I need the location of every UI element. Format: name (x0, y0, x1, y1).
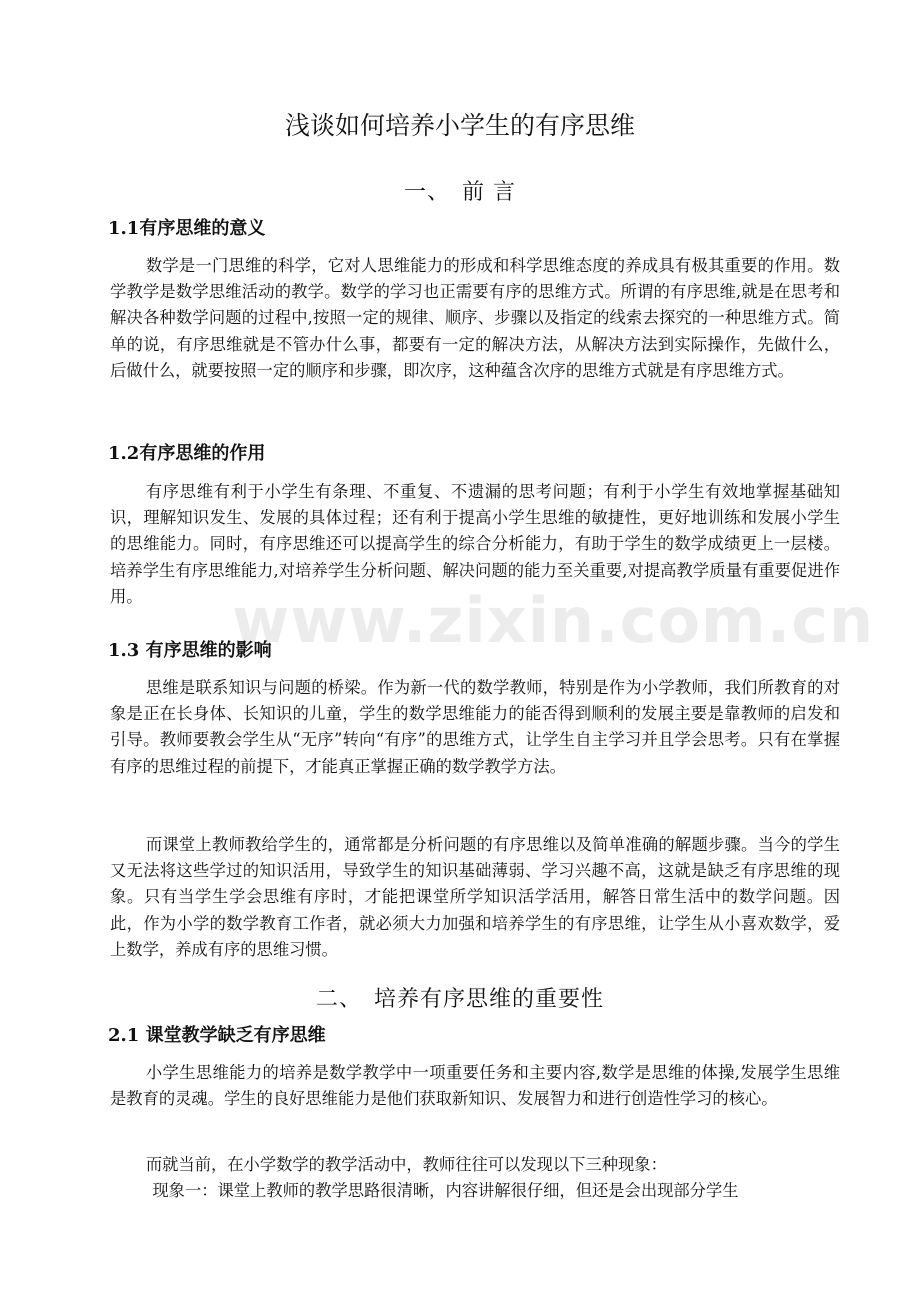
watermark: www.zixin.com.cn (232, 584, 875, 657)
document-title: 浅谈如何培养小学生的有序思维 (284, 111, 635, 140)
section-heading-1-2: 1.2有序思维的作用 (108, 443, 266, 464)
section-heading-1-1: 1.1有序思维的意义 (108, 218, 266, 239)
chapter-heading-importance: 二、 培养有序思维的重要性 (315, 987, 604, 1012)
section-heading-2-1: 2.1 课堂教学缺乏有序思维 (108, 1025, 326, 1046)
paragraph-1-2: 有序思维有利于小学生有条理、不重复、不遗漏的思考问题；有利于小学生有效地掌握基础知识，理解知识发生、发展的具体过程；还有利于提高小学生思维的敏捷性，更好地训练和发展小学生的思维能力。同时，有序思维还可以提高学生的综合分析能力，有助于学生的数学成绩更上一层楼。培养学生有序思维能力,对培养学生分析问题、解决问题的能力至关重要,对提高教学质量有重要促进作用。 (110, 482, 840, 606)
paragraph-1-1: 数学是一门思维的科学，它对人思维能力的形成和科学思维态度的养成具有极其重要的作用。数学教学是数学思维活动的教学。数学的学习也正需要有序的思维方式。所谓的有序思维,就是在思考和解决各种数学问题的过程中,按照一定的规律、顺序、步骤以及指定的线索去探究的一种思维方式。简单的说，有序思维就是不管办什么事，都要有一定的解决方法，从解决方法到实际操作，先做什么，后做什么，就要按照一定的顺序和步骤，即次序，这种蕴含次序的思维方式就是有序思维方式。 (110, 256, 840, 380)
paragraph-1-3-a: 思维是联系知识与问题的桥梁。作为新一代的数学教师，特别是作为小学教师，我们所教育的对象是正在长身体、长知识的儿童，学生的数学思维能力的能否得到顺利的发展主要是靠教师的启发和引导。教师要教会学生从“无序”转向“有序”的思维方式，让学生自主学习并且学会思考。只有在掌握有序的思维过程的前提下，才能真正掌握正确的数学教学方法。 (110, 678, 840, 776)
paragraph-2-1-a: 小学生思维能力的培养是数学教学中一项重要任务和主要内容,数学是思维的体操,发展学生思维是教育的灵魂。学生的良好思维能力是他们获取新知识、发展智力和进行创造性学习的核心。 (110, 1063, 840, 1109)
chapter-heading-preface: 一、 前 言 (404, 180, 516, 205)
paragraph-2-1-c: 现象一：课堂上教师的教学思路很清晰，内容讲解很仔细，但还是会出现部分学生 (152, 1181, 739, 1200)
paragraph-1-3-b: 而课堂上教师教给学生的，通常都是分析问题的有序思维以及简单准确的解题步骤。当今的学生又无法将这些学过的知识活用，导致学生的知识基础薄弱、学习兴趣不高，这就是缺乏有序思维的现象。只有当学生学会思维有序时，才能把课堂所学知识活学活用，解答日常生活中的数学问题。因此，作为小学的数学教育工作者，就必须大力加强和培养学生的有序思维，让学生从小喜欢数学，爱上数学，养成有序的思维习惯。 (110, 835, 840, 959)
paragraph-2-1-b: 而就当前，在小学数学的教学活动中，教师往往可以发现以下三种现象： (145, 1155, 667, 1174)
section-heading-1-3: 1.3 有序思维的影响 (108, 640, 272, 661)
